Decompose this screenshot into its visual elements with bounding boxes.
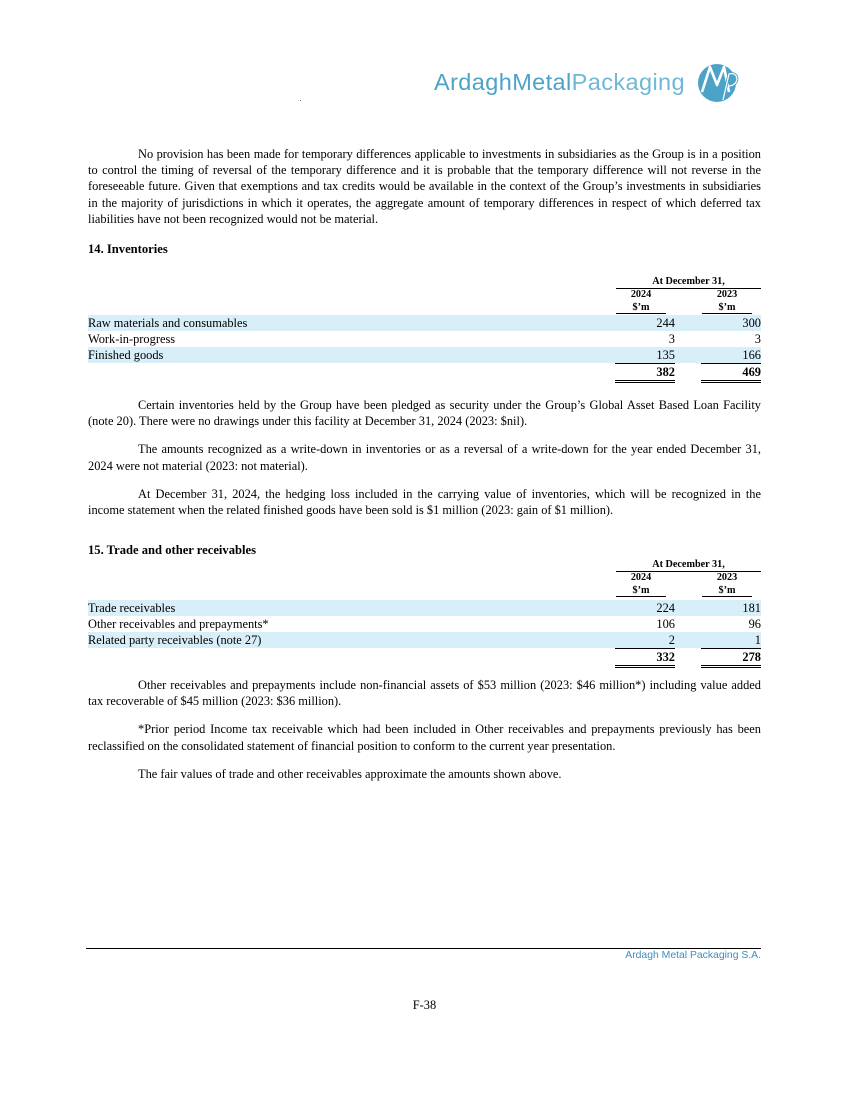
table-row: [88, 632, 761, 648]
row-value-2024: 224: [656, 601, 675, 615]
row-label: Related party receivables (note 27): [88, 633, 262, 647]
table-row: [88, 616, 761, 632]
receivables-heading: 15. Trade and other receivables: [88, 543, 257, 557]
row-value-2023: 3: [754, 332, 761, 346]
document-body: [88, 146, 761, 781]
total-2024: 332: [615, 649, 675, 668]
footer-company-name: Ardagh Metal Packaging S.A.: [625, 950, 761, 961]
row-value-2023: 96: [748, 617, 761, 631]
inventories-notes: [88, 397, 761, 530]
period-header-text: At December 31,: [616, 276, 761, 289]
period-header: [616, 276, 761, 289]
company-logo: [434, 58, 743, 106]
row-value-2023: 300: [742, 316, 761, 330]
col-unit-2024: $’m: [616, 302, 666, 314]
row-value-2024: 244: [656, 316, 675, 330]
row-label: Finished goods: [88, 348, 164, 362]
row-value-2024: 135: [615, 347, 675, 364]
total-2023: 469: [701, 364, 761, 383]
row-value-2023: 166: [701, 347, 761, 364]
table-row: [88, 600, 761, 616]
stray-dot: [300, 100, 301, 101]
row-label: Raw materials and consumables: [88, 316, 248, 330]
col-unit-2023: $’m: [702, 585, 752, 597]
col-unit-2024: $’m: [616, 585, 666, 597]
col-year-2023: 2023: [716, 572, 738, 583]
row-label: Trade receivables: [88, 601, 176, 615]
receivables-note-paragraph: The fair values of trade and other receivables approximate the amounts shown above.: [138, 766, 562, 781]
table-row: [88, 315, 761, 331]
logo-word-ardagh: Ardagh: [434, 68, 513, 95]
inventories-heading: 14. Inventories: [88, 242, 168, 256]
intro-paragraph: No provision has been made for temporary differences applicable to investments in subsidiaries as the Group is in a position to control the timing of reversal of the temporary difference and it is probable that the temporary difference will not reverse in the foreseeable future. Given that exemptions and tax credits would be available in the context of the Group’s investments in subsidiaries in the majority of jurisdictions in which it operates, the aggregate amount of temporary differences in respect of which deferred tax liabilities have not been recognized would not be material.: [88, 147, 761, 226]
logo-mark-text: MP: [693, 58, 695, 59]
row-value-2024: 106: [656, 617, 675, 631]
inventories-note-paragraph: At December 31, 2024, the hedging loss included in the carrying value of inventories, which will be recognized in the income statement when the related finished goods have been sold is $1 million (2023: gain of $1 million).: [88, 486, 761, 518]
footer-divider: [86, 948, 761, 949]
inventories-note-paragraph: Certain inventories held by the Group have been pledged as security under the Group’s Global Asset Based Loan Facility (note 20). There were no drawings under this facility at December 31, 2024 (2023: $nil).: [88, 398, 761, 429]
row-label: Work-in-progress: [88, 332, 176, 346]
logo-word-metal: Metal: [512, 68, 572, 95]
receivables-note-paragraph: *Prior period Income tax receivable which had been included in Other receivables and prepayments previously has been reclassified on the consolidated statement of financial position to conform to the current year presentation.: [88, 722, 761, 753]
col-year-2023: 2023: [716, 289, 738, 300]
row-value-2023: 1: [701, 632, 761, 649]
page-number: F-38: [412, 998, 437, 1012]
inventories-note-paragraph: The amounts recognized as a write-down in inventories or as a reversal of a write-down for the year ended December 31, 2024 were not material (2023: not material).: [88, 442, 761, 473]
logo-wordmark: [434, 69, 685, 96]
row-value-2023: 181: [742, 601, 761, 615]
col-year-2024: 2024: [630, 289, 652, 300]
receivables-note-paragraph: Other receivables and prepayments include non-financial assets of $53 million (2023: $46 million*) including value added tax recoverable of $45 million (2023: $36 million).: [88, 678, 761, 709]
table-row: [88, 347, 761, 363]
row-value-2024: 2: [615, 632, 675, 649]
col-year-2024: 2024: [630, 572, 652, 583]
total-2023: 278: [701, 649, 761, 668]
period-header-text: At December 31,: [616, 559, 761, 572]
col-unit-2023: $’m: [702, 302, 752, 314]
row-label: Other receivables and prepayments*: [88, 617, 269, 631]
amp-logo-icon: [693, 58, 743, 106]
total-2024: 382: [615, 364, 675, 383]
row-value-2024: 3: [668, 332, 675, 346]
receivables-notes: [88, 677, 761, 794]
period-header: [616, 559, 761, 572]
table-row: [88, 331, 761, 347]
logo-word-packaging: Packaging: [571, 68, 685, 95]
